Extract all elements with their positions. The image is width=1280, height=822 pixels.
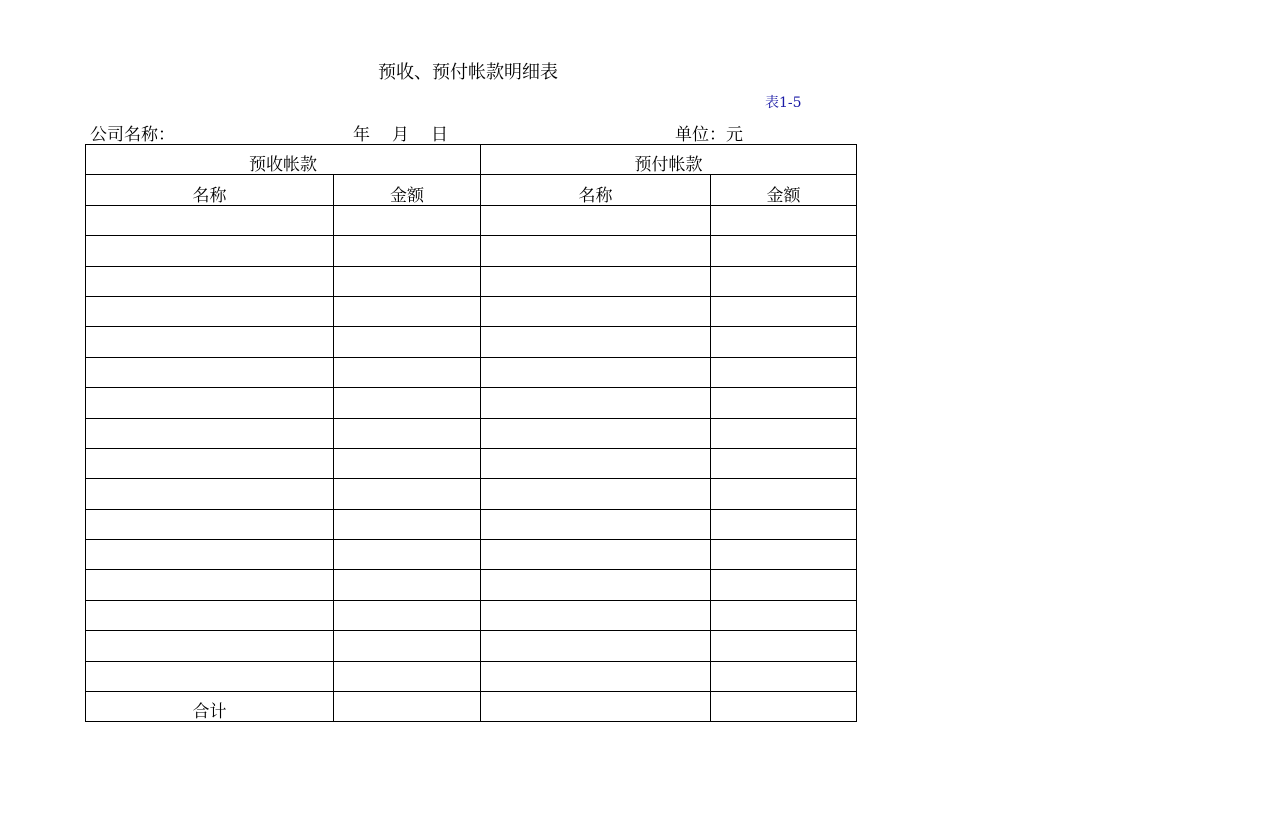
- group-header-row: [86, 145, 857, 175]
- table-row: [86, 479, 857, 509]
- payable-amount-cell[interactable]: [711, 205, 857, 235]
- receivable-amount-cell[interactable]: [334, 509, 481, 539]
- total-row: [86, 692, 857, 722]
- payable-name-cell[interactable]: [481, 631, 711, 661]
- table-row: [86, 631, 857, 661]
- receivable-amount-cell[interactable]: [334, 236, 481, 266]
- payable-name-cell[interactable]: [481, 600, 711, 630]
- receivable-name-cell[interactable]: [86, 570, 334, 600]
- table-number: 表1-5: [765, 95, 802, 111]
- receivable-amount-cell[interactable]: [334, 357, 481, 387]
- payable-name-cell[interactable]: [481, 296, 711, 326]
- payable-name-cell[interactable]: [481, 205, 711, 235]
- receivable-name-cell[interactable]: [86, 388, 334, 418]
- receivable-amount-cell[interactable]: [334, 388, 481, 418]
- payable-amount-cell[interactable]: [711, 357, 857, 387]
- table-row: [86, 327, 857, 357]
- payable-name-cell[interactable]: [481, 540, 711, 570]
- payable-name-cell[interactable]: [481, 509, 711, 539]
- table-row: [86, 357, 857, 387]
- payable-name-cell[interactable]: [481, 448, 711, 478]
- receivable-name-cell[interactable]: [86, 631, 334, 661]
- payable-amount-cell[interactable]: [711, 540, 857, 570]
- table-row: [86, 418, 857, 448]
- payable-name-cell[interactable]: [481, 418, 711, 448]
- receivable-total-cell[interactable]: [334, 692, 481, 722]
- receivable-name-cell[interactable]: [86, 661, 334, 691]
- receivable-amount-cell[interactable]: [334, 296, 481, 326]
- table-row: [86, 448, 857, 478]
- unit-label: 单位：元: [675, 125, 743, 145]
- day-label: 日: [431, 125, 448, 145]
- receivable-amount-cell[interactable]: [334, 205, 481, 235]
- table-row: [86, 296, 857, 326]
- receivable-name-cell[interactable]: [86, 357, 334, 387]
- payable-amount-cell[interactable]: [711, 570, 857, 600]
- receivable-amount-cell[interactable]: [334, 327, 481, 357]
- ledger-table: [85, 144, 857, 722]
- payable-name-cell[interactable]: [481, 388, 711, 418]
- receivable-name-cell[interactable]: [86, 205, 334, 235]
- receivable-amount-cell[interactable]: [334, 631, 481, 661]
- payable-amount-cell[interactable]: [711, 509, 857, 539]
- receivable-amount-cell[interactable]: [334, 661, 481, 691]
- table-row: [86, 509, 857, 539]
- payable-amount-cell[interactable]: [711, 327, 857, 357]
- receivable-name-cell[interactable]: [86, 266, 334, 296]
- payable-amount-cell[interactable]: [711, 479, 857, 509]
- receivable-name-cell[interactable]: [86, 296, 334, 326]
- payable-name-cell[interactable]: [481, 236, 711, 266]
- receivable-name-cell[interactable]: [86, 418, 334, 448]
- receivable-name-cell[interactable]: [86, 479, 334, 509]
- receivable-name-cell[interactable]: [86, 236, 334, 266]
- payable-amount-cell[interactable]: [711, 296, 857, 326]
- payable-group-header: 预付帐款: [481, 145, 857, 175]
- payable-name-cell[interactable]: [481, 327, 711, 357]
- payable-amount-cell[interactable]: [711, 418, 857, 448]
- receivable-amount-cell[interactable]: [334, 570, 481, 600]
- payable-name-cell[interactable]: [481, 357, 711, 387]
- payable-total-cell[interactable]: [711, 692, 857, 722]
- payable-name-header: 名称: [481, 175, 711, 205]
- table-row: [86, 570, 857, 600]
- payable-amount-cell[interactable]: [711, 631, 857, 661]
- payable-amount-cell[interactable]: [711, 661, 857, 691]
- payable-name-cell[interactable]: [481, 266, 711, 296]
- payable-amount-cell[interactable]: [711, 600, 857, 630]
- date-fields: [353, 120, 448, 145]
- table-row: [86, 236, 857, 266]
- payable-name-cell[interactable]: [481, 479, 711, 509]
- receivable-name-cell[interactable]: [86, 540, 334, 570]
- table-row: [86, 266, 857, 296]
- table-row: [86, 205, 857, 235]
- payable-amount-cell[interactable]: [711, 448, 857, 478]
- receivable-name-header: 名称: [86, 175, 334, 205]
- month-label: 月: [392, 125, 409, 145]
- receivable-amount-cell[interactable]: [334, 479, 481, 509]
- table-row: [86, 661, 857, 691]
- payable-amount-header: 金额: [711, 175, 857, 205]
- receivable-amount-header: 金额: [334, 175, 481, 205]
- column-header-row: [86, 175, 857, 205]
- receivable-amount-cell[interactable]: [334, 540, 481, 570]
- table-row: [86, 600, 857, 630]
- receivable-amount-cell[interactable]: [334, 448, 481, 478]
- page-title: 预收、预付帐款明细表: [378, 62, 558, 83]
- payable-total-name-cell[interactable]: [481, 692, 711, 722]
- receivable-name-cell[interactable]: [86, 600, 334, 630]
- receivable-name-cell[interactable]: [86, 327, 334, 357]
- year-label: 年: [353, 125, 370, 145]
- payable-amount-cell[interactable]: [711, 236, 857, 266]
- receivable-amount-cell[interactable]: [334, 266, 481, 296]
- table-row: [86, 540, 857, 570]
- company-name-label: 公司名称：: [90, 125, 175, 145]
- payable-amount-cell[interactable]: [711, 266, 857, 296]
- receivable-amount-cell[interactable]: [334, 600, 481, 630]
- receivable-group-header: 预收帐款: [86, 145, 481, 175]
- receivable-name-cell[interactable]: [86, 509, 334, 539]
- total-label: 合计: [86, 692, 334, 722]
- payable-name-cell[interactable]: [481, 570, 711, 600]
- receivable-name-cell[interactable]: [86, 448, 334, 478]
- payable-name-cell[interactable]: [481, 661, 711, 691]
- receivable-amount-cell[interactable]: [334, 418, 481, 448]
- payable-amount-cell[interactable]: [711, 388, 857, 418]
- table-row: [86, 388, 857, 418]
